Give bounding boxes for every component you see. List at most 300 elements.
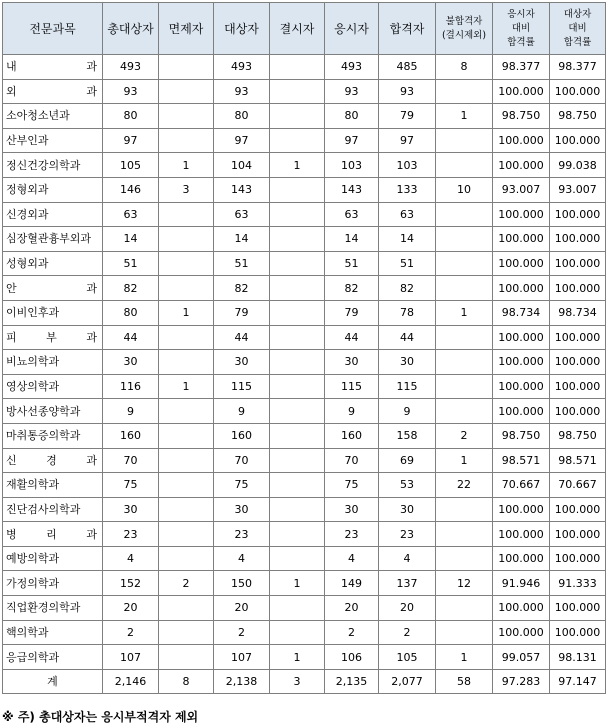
header-absent: 결시자 — [270, 3, 325, 55]
value-cell: 82 — [103, 276, 159, 301]
value-cell: 158 — [379, 423, 436, 448]
value-cell: 30 — [325, 350, 379, 375]
value-cell — [270, 104, 325, 129]
value-cell: 1 — [436, 104, 493, 129]
value-cell: 20 — [325, 596, 379, 621]
value-cell: 104 — [214, 153, 270, 178]
value-cell: 100.000 — [550, 325, 606, 350]
value-cell — [159, 522, 214, 547]
value-cell: 97 — [379, 128, 436, 153]
value-cell: 78 — [379, 300, 436, 325]
value-cell: 160 — [214, 423, 270, 448]
value-cell: 160 — [325, 423, 379, 448]
value-cell: 20 — [379, 596, 436, 621]
value-cell — [436, 276, 493, 301]
value-cell: 1 — [270, 153, 325, 178]
value-cell: 100.000 — [493, 79, 550, 104]
value-cell: 1 — [436, 645, 493, 670]
value-cell: 100.000 — [493, 325, 550, 350]
value-cell: 4 — [379, 546, 436, 571]
value-cell: 98.571 — [493, 448, 550, 473]
value-cell — [436, 202, 493, 227]
table-body — [3, 55, 606, 694]
value-cell: 100.000 — [550, 79, 606, 104]
table-row — [3, 300, 606, 325]
value-cell: 97.283 — [493, 669, 550, 694]
value-cell: 143 — [325, 177, 379, 202]
value-cell: 100.000 — [550, 596, 606, 621]
table-row — [3, 79, 606, 104]
value-cell: 4 — [103, 546, 159, 571]
value-cell: 100.000 — [493, 227, 550, 252]
table-row — [3, 104, 606, 129]
value-cell: 2 — [325, 620, 379, 645]
value-cell: 97 — [325, 128, 379, 153]
value-cell: 98.131 — [550, 645, 606, 670]
value-cell: 100.000 — [550, 522, 606, 547]
value-cell: 106 — [325, 645, 379, 670]
specialty-cell: 심장혈관흉부외과 — [3, 227, 103, 252]
value-cell: 2,135 — [325, 669, 379, 694]
value-cell: 99.038 — [550, 153, 606, 178]
value-cell: 70.667 — [493, 473, 550, 498]
value-cell: 149 — [325, 571, 379, 596]
value-cell: 20 — [214, 596, 270, 621]
value-cell — [270, 227, 325, 252]
specialty-cell: 피 부 과 — [3, 325, 103, 350]
table-row — [3, 350, 606, 375]
value-cell: 100.000 — [493, 276, 550, 301]
value-cell: 14 — [103, 227, 159, 252]
table-row — [3, 55, 606, 80]
value-cell: 100.000 — [493, 620, 550, 645]
value-cell: 51 — [214, 251, 270, 276]
results-table — [2, 2, 606, 694]
value-cell: 100.000 — [550, 497, 606, 522]
specialty-cell: 신경외과 — [3, 202, 103, 227]
table-row — [3, 497, 606, 522]
specialty-cell: 비뇨의학과 — [3, 350, 103, 375]
value-cell: 100.000 — [493, 596, 550, 621]
value-cell: 100.000 — [493, 153, 550, 178]
value-cell — [436, 497, 493, 522]
value-cell: 44 — [325, 325, 379, 350]
value-cell: 30 — [214, 497, 270, 522]
value-cell: 30 — [325, 497, 379, 522]
table-row — [3, 546, 606, 571]
value-cell: 98.377 — [493, 55, 550, 80]
value-cell — [436, 79, 493, 104]
value-cell: 1 — [159, 374, 214, 399]
value-cell — [159, 350, 214, 375]
value-cell: 63 — [214, 202, 270, 227]
table-row — [3, 596, 606, 621]
value-cell — [436, 374, 493, 399]
value-cell: 152 — [103, 571, 159, 596]
value-cell: 80 — [214, 104, 270, 129]
value-cell: 100.000 — [550, 620, 606, 645]
value-cell: 93 — [103, 79, 159, 104]
value-cell: 14 — [325, 227, 379, 252]
table-row — [3, 473, 606, 498]
footnote: ※ 주) 총대상자는 응시부적격자 제외 — [2, 710, 199, 724]
specialty-cell: 응급의학과 — [3, 645, 103, 670]
value-cell: 100.000 — [550, 350, 606, 375]
value-cell — [436, 128, 493, 153]
value-cell: 93 — [379, 79, 436, 104]
value-cell: 103 — [325, 153, 379, 178]
value-cell: 2 — [103, 620, 159, 645]
value-cell: 97 — [214, 128, 270, 153]
value-cell — [270, 55, 325, 80]
specialty-cell: 병 리 과 — [3, 522, 103, 547]
header-row — [3, 3, 606, 55]
value-cell — [159, 55, 214, 80]
value-cell: 98.734 — [493, 300, 550, 325]
value-cell: 146 — [103, 177, 159, 202]
value-cell — [270, 325, 325, 350]
value-cell — [270, 546, 325, 571]
value-cell — [436, 522, 493, 547]
value-cell: 133 — [379, 177, 436, 202]
value-cell: 98.750 — [550, 423, 606, 448]
value-cell: 63 — [325, 202, 379, 227]
table-row — [3, 251, 606, 276]
value-cell: 22 — [436, 473, 493, 498]
specialty-cell: 산부인과 — [3, 128, 103, 153]
value-cell — [270, 596, 325, 621]
value-cell: 98.750 — [550, 104, 606, 129]
value-cell — [159, 645, 214, 670]
value-cell — [436, 153, 493, 178]
value-cell: 63 — [379, 202, 436, 227]
value-cell — [159, 276, 214, 301]
value-cell: 2 — [214, 620, 270, 645]
value-cell — [159, 399, 214, 424]
value-cell: 143 — [214, 177, 270, 202]
value-cell: 80 — [103, 104, 159, 129]
value-cell: 493 — [214, 55, 270, 80]
specialty-cell: 소아청소년과 — [3, 104, 103, 129]
value-cell: 1 — [270, 571, 325, 596]
value-cell: 23 — [325, 522, 379, 547]
specialty-cell: 신 경 과 — [3, 448, 103, 473]
value-cell: 79 — [214, 300, 270, 325]
table-row — [3, 423, 606, 448]
value-cell: 137 — [379, 571, 436, 596]
value-cell: 98.377 — [550, 55, 606, 80]
value-cell: 91.333 — [550, 571, 606, 596]
value-cell: 2 — [436, 423, 493, 448]
value-cell — [159, 448, 214, 473]
specialty-cell: 영상의학과 — [3, 374, 103, 399]
value-cell: 63 — [103, 202, 159, 227]
value-cell: 116 — [103, 374, 159, 399]
value-cell: 75 — [325, 473, 379, 498]
header-failed: 불합격자 (결시제외) — [436, 3, 493, 55]
header-exempt: 면제자 — [159, 3, 214, 55]
value-cell — [159, 596, 214, 621]
value-cell: 51 — [325, 251, 379, 276]
header-subjects: 대상자 — [214, 3, 270, 55]
table-row — [3, 325, 606, 350]
header-examinees: 응시자 — [325, 3, 379, 55]
specialty-cell: 정형외과 — [3, 177, 103, 202]
table-row — [3, 276, 606, 301]
value-cell: 80 — [103, 300, 159, 325]
value-cell: 493 — [325, 55, 379, 80]
value-cell: 493 — [103, 55, 159, 80]
value-cell — [436, 325, 493, 350]
value-cell: 100.000 — [550, 227, 606, 252]
value-cell: 107 — [103, 645, 159, 670]
value-cell: 100.000 — [493, 251, 550, 276]
table-row — [3, 374, 606, 399]
table-row — [3, 571, 606, 596]
value-cell: 82 — [379, 276, 436, 301]
specialty-cell: 성형외과 — [3, 251, 103, 276]
value-cell: 98.750 — [493, 423, 550, 448]
table-row — [3, 399, 606, 424]
value-cell: 2,077 — [379, 669, 436, 694]
value-cell: 30 — [379, 350, 436, 375]
table-row — [3, 620, 606, 645]
value-cell: 53 — [379, 473, 436, 498]
value-cell — [436, 546, 493, 571]
value-cell: 1 — [436, 300, 493, 325]
value-cell — [270, 79, 325, 104]
header-total-subjects: 총대상자 — [103, 3, 159, 55]
value-cell: 9 — [214, 399, 270, 424]
value-cell — [270, 448, 325, 473]
value-cell — [270, 620, 325, 645]
value-cell — [270, 177, 325, 202]
table-row — [3, 645, 606, 670]
specialty-cell: 마취통증의학과 — [3, 423, 103, 448]
value-cell: 100.000 — [550, 128, 606, 153]
value-cell: 75 — [103, 473, 159, 498]
specialty-cell: 정신건강의학과 — [3, 153, 103, 178]
value-cell: 82 — [325, 276, 379, 301]
value-cell — [159, 128, 214, 153]
table-row — [3, 448, 606, 473]
value-cell: 1 — [270, 645, 325, 670]
value-cell: 93.007 — [493, 177, 550, 202]
value-cell: 93 — [325, 79, 379, 104]
value-cell: 30 — [379, 497, 436, 522]
value-cell: 100.000 — [550, 202, 606, 227]
value-cell: 100.000 — [550, 276, 606, 301]
value-cell — [270, 423, 325, 448]
value-cell — [270, 251, 325, 276]
value-cell — [159, 227, 214, 252]
value-cell — [436, 227, 493, 252]
value-cell: 80 — [325, 104, 379, 129]
specialty-cell: 외 과 — [3, 79, 103, 104]
specialty-cell: 내 과 — [3, 55, 103, 80]
value-cell: 100.000 — [493, 128, 550, 153]
value-cell: 51 — [103, 251, 159, 276]
specialty-cell: 직업환경의학과 — [3, 596, 103, 621]
value-cell — [270, 350, 325, 375]
value-cell: 30 — [214, 350, 270, 375]
value-cell — [159, 473, 214, 498]
table-row — [3, 177, 606, 202]
value-cell — [270, 374, 325, 399]
value-cell: 100.000 — [493, 374, 550, 399]
value-cell: 79 — [325, 300, 379, 325]
value-cell: 100.000 — [550, 251, 606, 276]
value-cell: 91.946 — [493, 571, 550, 596]
specialty-cell: 방사선종양학과 — [3, 399, 103, 424]
value-cell: 97 — [103, 128, 159, 153]
value-cell: 8 — [436, 55, 493, 80]
header-specialty: 전문과목 — [3, 3, 103, 55]
value-cell: 100.000 — [493, 202, 550, 227]
value-cell: 105 — [103, 153, 159, 178]
value-cell: 4 — [214, 546, 270, 571]
value-cell: 98.734 — [550, 300, 606, 325]
value-cell: 100.000 — [550, 399, 606, 424]
value-cell: 115 — [379, 374, 436, 399]
value-cell: 2,146 — [103, 669, 159, 694]
value-cell: 23 — [214, 522, 270, 547]
value-cell: 23 — [379, 522, 436, 547]
value-cell: 93.007 — [550, 177, 606, 202]
value-cell: 1 — [159, 300, 214, 325]
value-cell: 100.000 — [550, 546, 606, 571]
value-cell: 44 — [379, 325, 436, 350]
value-cell: 100.000 — [550, 374, 606, 399]
value-cell — [270, 497, 325, 522]
specialty-cell: 가정의학과 — [3, 571, 103, 596]
value-cell: 12 — [436, 571, 493, 596]
value-cell: 23 — [103, 522, 159, 547]
value-cell — [270, 128, 325, 153]
value-cell: 51 — [379, 251, 436, 276]
value-cell: 58 — [436, 669, 493, 694]
value-cell: 98.571 — [550, 448, 606, 473]
value-cell — [159, 620, 214, 645]
specialty-cell: 안 과 — [3, 276, 103, 301]
value-cell: 70 — [103, 448, 159, 473]
value-cell: 3 — [270, 669, 325, 694]
value-cell: 44 — [214, 325, 270, 350]
specialty-cell: 진단검사의학과 — [3, 497, 103, 522]
header-pass-rate-subjects: 대상자 대비 합격률 — [550, 3, 606, 55]
value-cell — [270, 473, 325, 498]
specialty-cell: 예방의학과 — [3, 546, 103, 571]
value-cell: 107 — [214, 645, 270, 670]
value-cell — [159, 202, 214, 227]
value-cell — [436, 251, 493, 276]
value-cell: 160 — [103, 423, 159, 448]
value-cell: 99.057 — [493, 645, 550, 670]
specialty-cell: 이비인후과 — [3, 300, 103, 325]
value-cell: 1 — [436, 448, 493, 473]
value-cell: 69 — [379, 448, 436, 473]
value-cell: 9 — [325, 399, 379, 424]
table-row — [3, 202, 606, 227]
table-row — [3, 153, 606, 178]
header-pass-rate-examinees: 응시자 대비 합격률 — [493, 3, 550, 55]
value-cell — [159, 251, 214, 276]
value-cell — [159, 79, 214, 104]
specialty-cell: 핵의학과 — [3, 620, 103, 645]
value-cell — [159, 325, 214, 350]
header-passed: 합격자 — [379, 3, 436, 55]
value-cell — [159, 497, 214, 522]
value-cell — [159, 546, 214, 571]
value-cell: 115 — [214, 374, 270, 399]
value-cell: 2,138 — [214, 669, 270, 694]
value-cell: 8 — [159, 669, 214, 694]
value-cell — [436, 596, 493, 621]
value-cell: 100.000 — [493, 497, 550, 522]
value-cell: 4 — [325, 546, 379, 571]
value-cell: 14 — [379, 227, 436, 252]
value-cell — [436, 350, 493, 375]
value-cell: 1 — [159, 153, 214, 178]
table-row — [3, 128, 606, 153]
value-cell: 20 — [103, 596, 159, 621]
value-cell: 44 — [103, 325, 159, 350]
value-cell: 14 — [214, 227, 270, 252]
value-cell: 10 — [436, 177, 493, 202]
value-cell: 105 — [379, 645, 436, 670]
value-cell — [270, 276, 325, 301]
value-cell: 79 — [379, 104, 436, 129]
table-row — [3, 522, 606, 547]
value-cell: 30 — [103, 497, 159, 522]
value-cell — [270, 399, 325, 424]
total-row — [3, 669, 606, 694]
value-cell: 150 — [214, 571, 270, 596]
value-cell: 75 — [214, 473, 270, 498]
value-cell: 70.667 — [550, 473, 606, 498]
value-cell: 98.750 — [493, 104, 550, 129]
value-cell: 103 — [379, 153, 436, 178]
value-cell: 485 — [379, 55, 436, 80]
value-cell: 82 — [214, 276, 270, 301]
value-cell: 115 — [325, 374, 379, 399]
value-cell: 30 — [103, 350, 159, 375]
value-cell — [159, 423, 214, 448]
value-cell — [270, 522, 325, 547]
value-cell: 2 — [159, 571, 214, 596]
value-cell: 97.147 — [550, 669, 606, 694]
value-cell: 9 — [379, 399, 436, 424]
value-cell: 93 — [214, 79, 270, 104]
value-cell — [436, 399, 493, 424]
value-cell: 3 — [159, 177, 214, 202]
value-cell — [270, 300, 325, 325]
total-label: 계 — [3, 669, 103, 694]
table-row — [3, 227, 606, 252]
value-cell: 2 — [379, 620, 436, 645]
value-cell — [159, 104, 214, 129]
results-table-container — [2, 2, 605, 694]
value-cell: 70 — [325, 448, 379, 473]
value-cell — [270, 202, 325, 227]
value-cell: 100.000 — [493, 399, 550, 424]
value-cell: 70 — [214, 448, 270, 473]
value-cell: 100.000 — [493, 546, 550, 571]
value-cell: 9 — [103, 399, 159, 424]
specialty-cell: 재활의학과 — [3, 473, 103, 498]
value-cell: 100.000 — [493, 522, 550, 547]
value-cell: 100.000 — [493, 350, 550, 375]
